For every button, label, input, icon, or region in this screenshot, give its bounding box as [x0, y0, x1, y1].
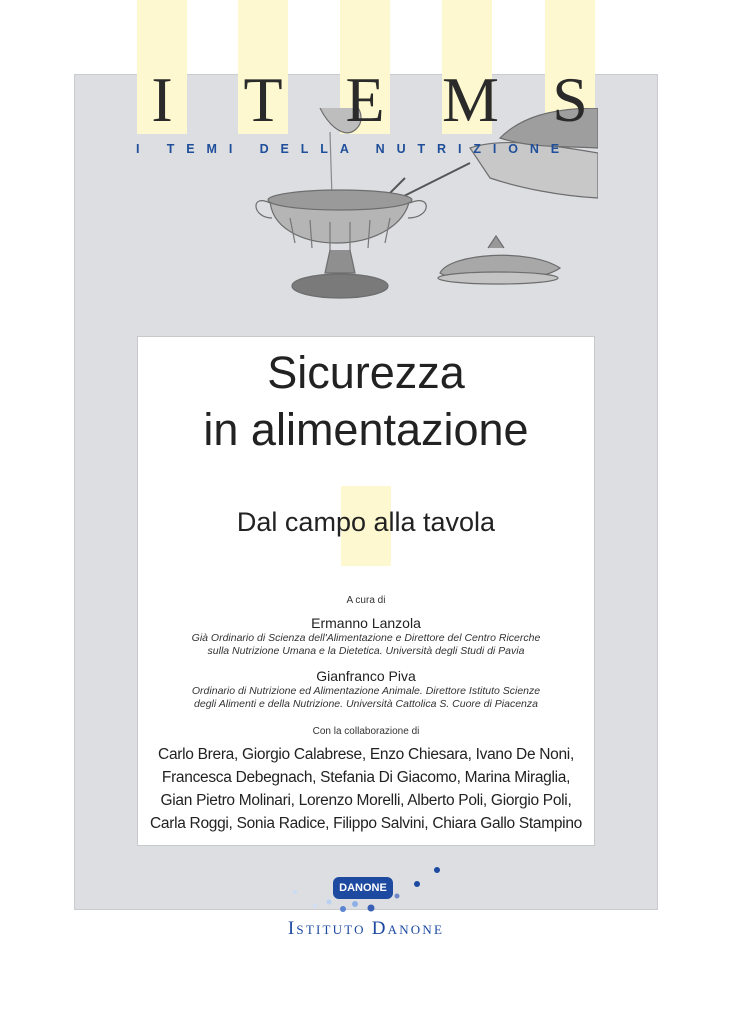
- book-title: [137, 344, 595, 458]
- editor-affiliation: sulla Nutrizione Umana e la Dietetica. Università degli Studi di Pavia: [207, 645, 525, 657]
- logo-letter: M: [442, 64, 499, 135]
- editor-name: Ermanno Lanzola: [311, 615, 421, 631]
- title-line: in alimentazione: [203, 404, 529, 455]
- book-subtitle: Dal campo alla tavola: [236, 507, 496, 537]
- danone-logo: [285, 862, 445, 922]
- credits: [137, 594, 595, 835]
- editor-affiliation: Già Ordinario di Scienza dell'Alimentazione e Direttore del Centro Ricerche: [191, 632, 541, 644]
- logo-letter: I: [151, 64, 173, 135]
- title-line: Sicurezza: [267, 347, 465, 398]
- collaborators-line: Gian Pietro Molinari, Lorenzo Morelli, Alberto Poli, Giorgio Poli,: [160, 792, 572, 809]
- editor-affiliation: Ordinario di Nutrizione ed Alimentazione Animale. Direttore Istituto Scienze: [191, 685, 541, 697]
- collaboration-label: Con la collaborazione di: [312, 726, 420, 737]
- editor-affiliation: degli Alimenti e della Nutrizione. Università Cattolica S. Cuore di Piacenza: [194, 698, 538, 710]
- editor-name: Gianfranco Piva: [316, 668, 416, 684]
- collaborators-line: Carlo Brera, Giorgio Calabrese, Enzo Chiesara, Ivano De Noni,: [158, 746, 574, 763]
- logo-letter: E: [345, 64, 385, 135]
- edited-by-label: A cura di: [346, 595, 386, 606]
- series-logo: [128, 60, 598, 140]
- collaborators-line: Francesca Debegnach, Stefania Di Giacomo, Marina Miraglia,: [161, 769, 571, 786]
- danone-badge: DANONE: [333, 877, 393, 899]
- publisher-name-second: Danone: [371, 918, 445, 939]
- publisher-name-first: Istituto: [287, 918, 366, 939]
- logo-letter: T: [243, 64, 283, 135]
- logo-letter: S: [552, 64, 588, 135]
- series-tagline: I TEMI DELLA NUTRIZIONE: [136, 142, 572, 156]
- collaborators-line: Carla Roggi, Sonia Radice, Filippo Salvini, Chiara Gallo Stampino: [150, 815, 582, 832]
- publisher-name: [137, 918, 595, 940]
